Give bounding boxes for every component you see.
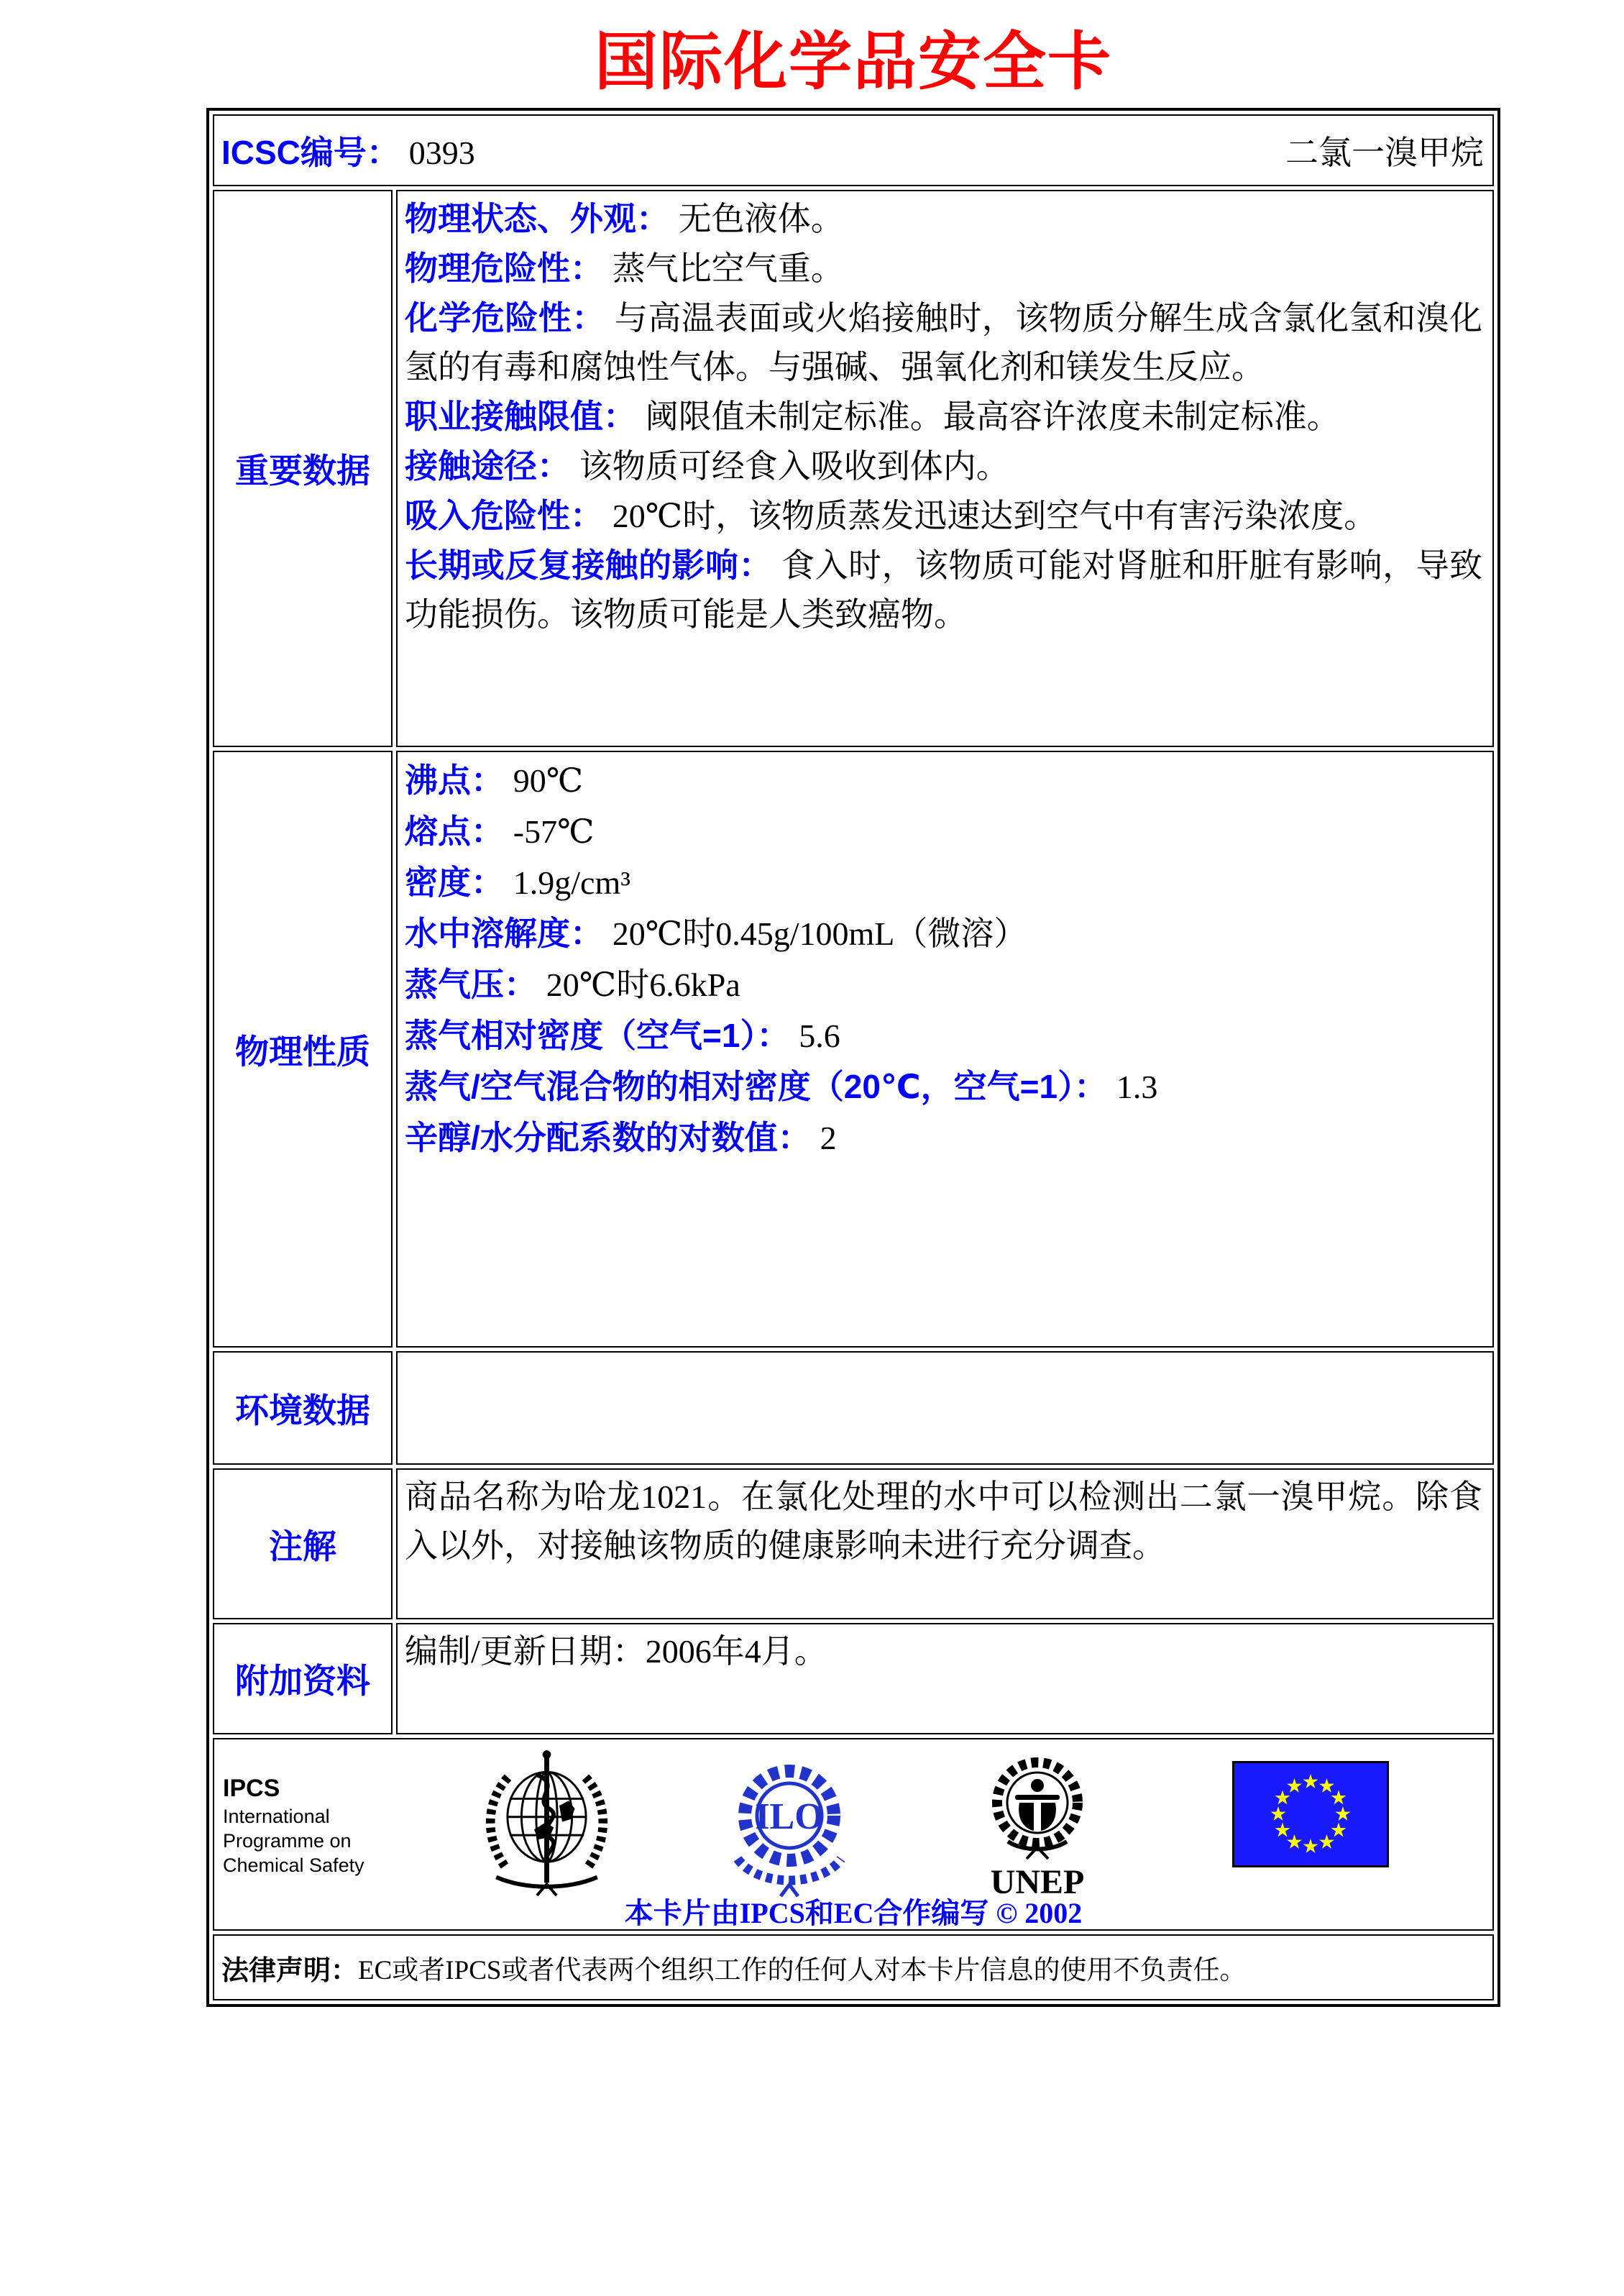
important-data-content bbox=[396, 190, 1494, 747]
field-value: 无色液体。 bbox=[678, 201, 844, 237]
field-value: 与高温表面或火焰接触时，该物质分解生成含氯化氢和溴化氢的有毒和腐蚀性气体。与强碱、强氧化剂和镁发生反应。 bbox=[405, 300, 1483, 385]
property-line bbox=[405, 293, 1482, 392]
field-label: 辛醇/水分配系数的对数值： bbox=[405, 1119, 811, 1156]
field-label: 密度： bbox=[405, 864, 504, 901]
field-value: 该物质可经食入吸收到体内。 bbox=[579, 448, 1009, 485]
ilo-logo-icon bbox=[717, 1752, 861, 1900]
field-value: 阈限值未制定标准。最高容许浓度未制定标准。 bbox=[645, 398, 1340, 435]
ipcs-line: Programme on bbox=[223, 1830, 352, 1852]
property-line bbox=[405, 491, 1482, 541]
ipcs-line: Chemical Safety bbox=[223, 1854, 364, 1876]
property-line bbox=[405, 442, 1482, 491]
environmental-data-row bbox=[213, 1351, 1494, 1465]
card-header-row bbox=[213, 114, 1494, 186]
legal-notice-text: EC或者IPCS或者代表两个组织工作的任何人对本卡片信息的使用不负责任。 bbox=[358, 1956, 1247, 1985]
field-label: 蒸气相对密度（空气=1）： bbox=[405, 1017, 790, 1054]
field-label: 化学危险性： bbox=[405, 299, 605, 337]
property-line bbox=[405, 908, 1482, 959]
field-value: 20℃时0.45g/100mL（微溶） bbox=[612, 915, 1027, 952]
field-value: 食入时，该物质可能对肾脏和肝脏有影响，导致功能损伤。该物质可能是人类致癌物。 bbox=[405, 547, 1483, 633]
field-label: 水中溶解度： bbox=[405, 915, 603, 952]
additional-info-content bbox=[396, 1623, 1494, 1734]
page-title: 国际化学品安全卡 bbox=[594, 28, 1112, 98]
field-value: 1.9g/cm³ bbox=[513, 864, 631, 901]
additional-info-row bbox=[213, 1623, 1494, 1734]
field-label: 熔点： bbox=[405, 813, 504, 850]
physical-properties-content bbox=[396, 751, 1494, 1348]
physical-properties-row bbox=[213, 751, 1494, 1348]
property-line bbox=[405, 857, 1482, 908]
property-line bbox=[405, 392, 1482, 442]
field-value: 90℃ bbox=[513, 762, 584, 799]
environmental-data-row-label: 环境数据 bbox=[213, 1351, 393, 1465]
legal-notice-row bbox=[213, 1934, 1494, 2000]
property-line bbox=[405, 1112, 1482, 1163]
field-value: 20℃时，该物质蒸发迅速达到空气中有害污染浓度。 bbox=[612, 498, 1377, 534]
property-line bbox=[405, 244, 1482, 293]
important-data-row-label: 重要数据 bbox=[213, 190, 393, 747]
important-data-row bbox=[213, 190, 1494, 747]
property-line bbox=[405, 959, 1482, 1010]
ipcs-text-block bbox=[223, 1773, 364, 1877]
field-value: -57℃ bbox=[513, 813, 595, 850]
field-label: 物理危险性： bbox=[405, 250, 603, 287]
field-value: 1.3 bbox=[1116, 1069, 1158, 1105]
field-value: 蒸气比空气重。 bbox=[612, 250, 844, 287]
field-value: 20℃时6.6kPa bbox=[546, 966, 740, 1003]
eu-flag-icon bbox=[1232, 1761, 1389, 1867]
attribution-text: 本卡片由IPCS和EC合作编写 bbox=[624, 1897, 989, 1929]
field-label: 长期或反复接触的影响： bbox=[405, 546, 772, 584]
field-label: 物理状态、外观： bbox=[405, 200, 669, 237]
field-label: 职业接触限值： bbox=[405, 398, 636, 435]
additional-info-text: 编制/更新日期：2006年4月。 bbox=[405, 1633, 827, 1670]
physical-properties-row-label: 物理性质 bbox=[213, 751, 393, 1348]
field-label: 吸入危险性： bbox=[405, 497, 603, 534]
icsc-number-line bbox=[221, 127, 475, 174]
unep-letters: UNEP bbox=[990, 1863, 1085, 1901]
icsc-number-label: ICSC编号： bbox=[221, 134, 400, 171]
field-value: 5.6 bbox=[799, 1017, 840, 1054]
field-value: 2 bbox=[820, 1120, 837, 1156]
field-label: 接触途径： bbox=[405, 447, 570, 485]
property-line bbox=[405, 806, 1482, 857]
copyright-text: © 2002 bbox=[996, 1897, 1083, 1929]
notes-content bbox=[396, 1468, 1494, 1619]
unep-logo-icon bbox=[979, 1750, 1096, 1902]
notes-text: 商品名称为哈龙1021。在氯化处理的水中可以检测出二氯一溴甲烷。除食入以外，对接触该物质的健康影响未进行充分调查。 bbox=[405, 1478, 1482, 1564]
field-label: 蒸气/空气混合物的相对密度（20℃，空气=1）： bbox=[405, 1068, 1108, 1105]
notes-row-label: 注解 bbox=[213, 1468, 393, 1619]
property-line bbox=[405, 1010, 1482, 1061]
chemical-name: 二氯一溴甲烷 bbox=[1285, 134, 1484, 171]
property-line bbox=[405, 755, 1482, 806]
attribution-line bbox=[214, 1890, 1492, 1931]
ipcs-acronym: IPCS bbox=[223, 1775, 280, 1802]
ilo-letters: ILO bbox=[755, 1796, 824, 1837]
field-label: 沸点： bbox=[405, 761, 504, 799]
environmental-data-content bbox=[396, 1351, 1494, 1465]
property-line bbox=[405, 541, 1482, 639]
icsc-card-table bbox=[206, 108, 1500, 2007]
organisation-logos-row bbox=[213, 1738, 1494, 1931]
property-line bbox=[405, 1061, 1482, 1112]
legal-notice-label: 法律声明： bbox=[221, 1955, 359, 1986]
icsc-number-value: 0393 bbox=[408, 134, 475, 171]
ipcs-line: International bbox=[223, 1806, 330, 1827]
property-line bbox=[405, 194, 1482, 244]
who-logo-icon bbox=[477, 1745, 617, 1903]
additional-info-row-label: 附加资料 bbox=[213, 1623, 393, 1734]
field-label: 蒸气压： bbox=[405, 966, 537, 1003]
notes-row bbox=[213, 1468, 1494, 1619]
